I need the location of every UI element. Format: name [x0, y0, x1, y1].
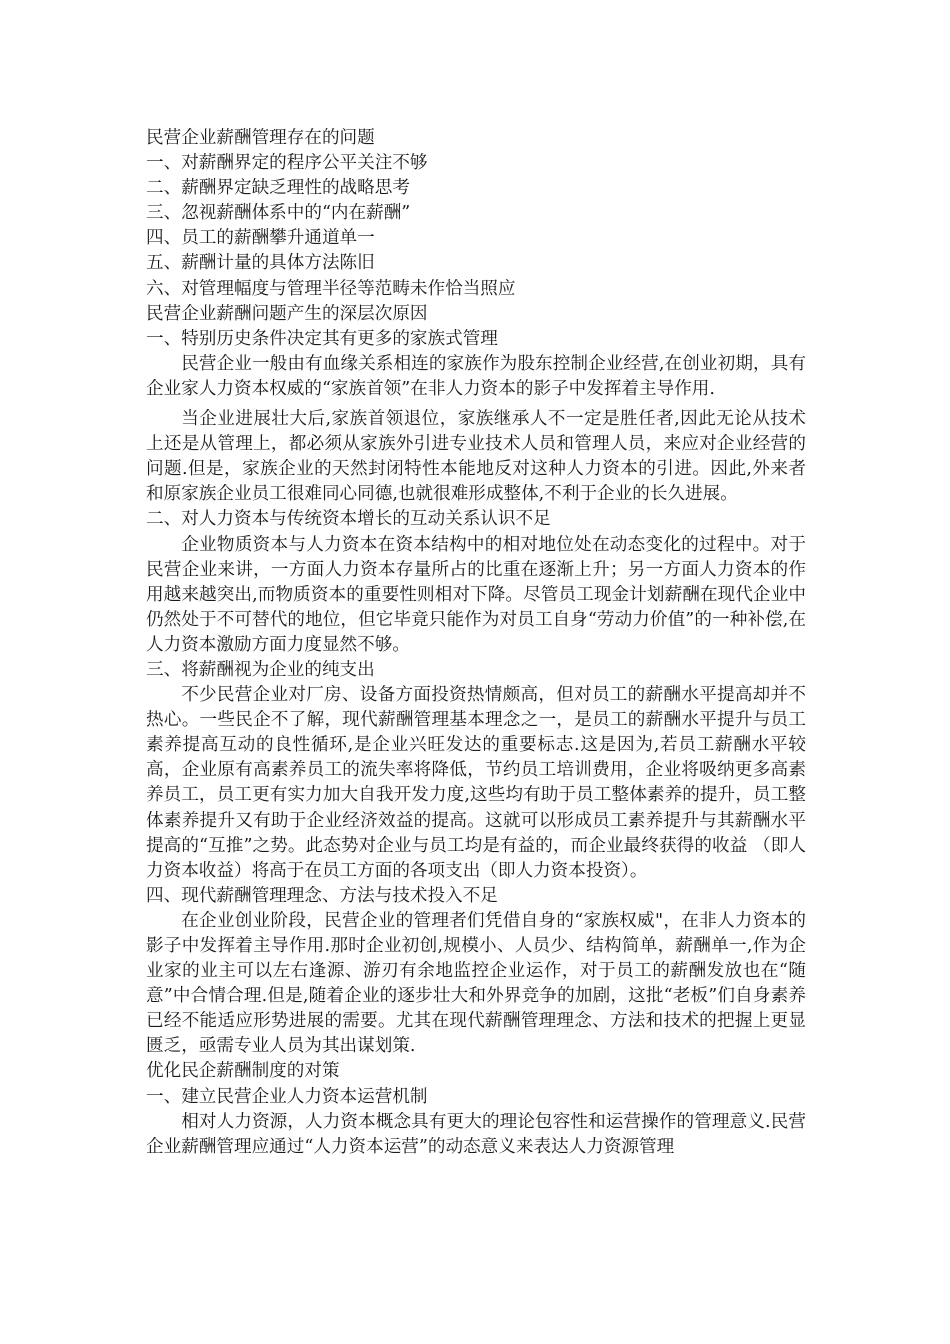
cause-4-title: 四、现代薪酬管理理念、方法与技术投入不足: [146, 885, 498, 906]
problem-item-5: 五、薪酬计量的具体方法陈旧: [146, 253, 375, 274]
solution-1-title: 一、建立民营企业人力资本运营机制: [146, 1086, 428, 1107]
problem-item-4: 四、员工的薪酬攀升通道单一: [146, 228, 375, 249]
problem-item-1: 一、对薪酬界定的程序公平关注不够: [146, 153, 428, 174]
cause-1-title: 一、特别历史条件决定其有更多的家族式管理: [146, 328, 498, 349]
problem-item-2: 二、薪酬界定缺乏理性的战略思考: [146, 178, 410, 199]
cause-4-paragraph: 在企业创业阶段，民营企业的管理者们凭借自身的“家族权威"，在非人力资本的影子中发挥着主导作用.那时企业初创,规模小、人员少、结构简单，薪酬单一,作为企业家的业主可以左右逢源、游刃有余地监控企业运作，对于员工的薪酬发放也在“随意”中合情合理.但是,随着企业的逐步壮大和外界竞争的加剧，这批“老板”们自身素养已经不能适应形势进展的需要。尤其在现代薪酬管理理念、方法和技术的把握上更显匮乏，亟需专业人员为其出谋划策.: [146, 910, 806, 1057]
section-heading-causes: 民营企业薪酬问题产生的深层次原因: [146, 303, 428, 324]
section-heading-problems: 民营企业薪酬管理存在的问题: [146, 128, 375, 148]
solution-1-paragraph: 相对人力资源，人力资本概念具有更大的理论包容性和运营操作的管理意义.民营企业薪酬管理应通过“人力资本运营”的动态意义来表达人力资源管理: [146, 1111, 806, 1157]
cause-3-paragraph: 不少民营企业对厂房、设备方面投资热情颇高，但对员工的薪酬水平提高却并不热心。一些民企不了解，现代薪酬管理基本理念之一，是员工的薪酬水平提升与员工素养提高互动的良性循环,是企业兴旺发达的重要标志.这是因为,若员工薪酬水平较高，企业原有高素养员工的流失率将降低，节约员工培训费用，企业将吸纳更多高素养员工，员工更有实力加大自我开发力度,这些均有助于员工整体素养的提升，员工整体素养提升又有助于企业经济效益的提高。这就可以形成员工素养提升与其薪酬水平提高的“互推”之势。此态势对企业与员工均是有益的，而企业最终获得的收益 （即人力资本收益）将高于在员工方面的各项支出（即人力资本投资）。: [146, 685, 806, 881]
problem-item-6: 六、对管理幅度与管理半径等范畴未作恰当照应: [146, 278, 516, 299]
cause-2-paragraph: 企业物质资本与人力资本在资本结构中的相对地位处在动态变化的过程中。对于民营企业来讲，一方面人力资本存量所占的比重在逐渐上升；另一方面人力资本的作用越来越突出,而物质资本的重要性则相对下降。尽管员工现金计划薪酬在现代企业中仍然处于不可替代的地位，但它毕竟只能作为对员工自身“劳动力价值”的一种补偿,在人力资本激励方面力度显然不够。: [146, 534, 806, 655]
problem-item-3: 三、忽视薪酬体系中的“内在薪酬”: [146, 203, 411, 224]
cause-2-title: 二、对人力资本与传统资本增长的互动关系认识不足: [146, 509, 551, 530]
cause-3-title: 三、将薪酬视为企业的纯支出: [146, 659, 375, 680]
document-body: [146, 126, 806, 1160]
cause-1-paragraph-2: 当企业进展壮大后,家族首领退位，家族继承人不一定是胜任者,因此无论从技术上还是从管理上，都必须从家族外引进专业技术人员和管理人员，来应对企业经营的问题.但是，家族企业的天然封闭特性本能地反对这种人力资本的引进。因此,外来者和原家族企业员工很难同心同德,也就很难形成整体,不利于企业的长久进展。: [146, 409, 806, 505]
section-heading-solutions: 优化民企薪酬制度的对策: [146, 1061, 340, 1082]
cause-1-paragraph-1: 民营企业一般由有血缘关系相连的家族作为股东控制企业经营,在创业初期，具有企业家人力资本权威的“家族首领”在非人力资本的影子中发挥着主导作用.: [146, 353, 806, 399]
